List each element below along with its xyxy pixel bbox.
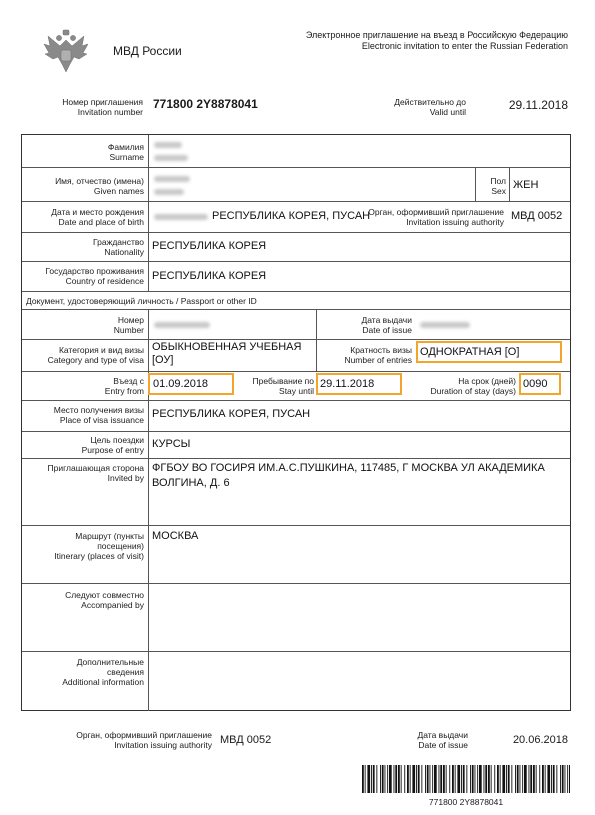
redacted-doc-issue-date — [420, 322, 470, 328]
barcode-bar — [439, 765, 440, 793]
barcode-bar — [410, 765, 411, 793]
redacted-birth-date — [154, 214, 208, 220]
column-divider — [316, 309, 317, 371]
barcode-bar — [539, 765, 540, 793]
nationality-value: РЕСПУБЛИКА КОРЕЯ — [152, 240, 267, 252]
redacted-surname — [154, 155, 188, 161]
column-divider — [148, 309, 149, 711]
row-divider — [22, 339, 570, 340]
footer-authority-label: Орган, оформивший приглашение Invitation issuing authority — [76, 730, 212, 750]
residence-label: Государство проживания Country of residence — [45, 266, 144, 286]
issuing-authority-value: МВД 0052 — [511, 210, 563, 222]
row-divider — [22, 371, 570, 372]
barcode-bar — [376, 765, 377, 793]
row-divider — [22, 261, 570, 262]
barcode-bar — [488, 765, 490, 793]
barcode-bar — [463, 765, 465, 793]
barcode-bar — [562, 765, 564, 793]
additional-info-label: Дополнительные сведения Additional information — [62, 657, 144, 687]
valid-until-value: 29.11.2018 — [508, 98, 568, 112]
footer-authority-value: МВД 0052 — [220, 734, 272, 746]
barcode-bar — [551, 765, 552, 793]
duration-label: На срок (дней) Duration of stay (days) — [430, 376, 516, 396]
double-headed-eagle-emblem — [40, 26, 92, 78]
entry-from-value: 01.09.2018 — [153, 378, 209, 390]
purpose-value: КУРСЫ — [152, 438, 191, 450]
column-divider — [509, 167, 510, 201]
footer-issue-date-label: Дата выдачи Date of issue — [417, 730, 468, 750]
barcode-bar — [466, 765, 467, 793]
barcode-bar — [389, 765, 392, 793]
row-divider — [22, 431, 570, 432]
barcode-bar — [430, 765, 431, 793]
barcode-bar — [547, 765, 550, 793]
barcode-bar — [536, 765, 537, 793]
barcode-bar — [508, 765, 510, 793]
row-divider — [22, 201, 570, 202]
row-divider — [22, 651, 570, 652]
barcode-bar — [421, 765, 422, 793]
redacted-surname — [154, 142, 182, 148]
barcode-bar — [494, 765, 495, 793]
barcode-bar — [404, 765, 405, 793]
barcode-bar — [502, 765, 505, 793]
birth-label: Дата и место рождения Date and place of birth — [51, 207, 144, 227]
row-divider — [22, 400, 570, 401]
row-divider — [22, 232, 570, 233]
doc-issue-date-label: Дата выдачи Date of issue — [361, 315, 412, 335]
row-divider — [22, 525, 570, 526]
issuing-authority-label: Орган, оформивший приглашение Invitation issuing authority — [368, 207, 504, 227]
purpose-label: Цель поездки Purpose of entry — [81, 435, 144, 455]
barcode-bar — [418, 765, 420, 793]
barcode-bar — [520, 765, 521, 793]
barcode-bar — [380, 765, 381, 793]
barcode-bar — [475, 765, 476, 793]
barcode-bar — [434, 765, 437, 793]
barcode-bar — [373, 765, 375, 793]
barcode-bar — [394, 765, 395, 793]
barcode-bar — [569, 765, 570, 793]
barcode-bar — [560, 765, 561, 793]
valid-until-label: Действительно до Valid until — [394, 97, 466, 117]
given-names-label: Имя, отчество (имена) Given names — [55, 176, 144, 196]
barcode-bar — [470, 765, 471, 793]
document-section-header: Документ, удостоверяющий личность / Passport or other ID — [26, 296, 257, 306]
stay-until-label: Пребывание по Stay until — [252, 376, 314, 396]
entries-value: ОДНОКРАТНАЯ [О] — [420, 346, 520, 358]
row-divider — [22, 309, 570, 310]
inviter-value: ФГБОУ ВО ГОСИРЯ ИМ.А.С.ПУШКИНА, 117485, Г МОСКВА УЛ АКАДЕМИКА ВОЛГИНА, Д. 6 — [152, 462, 545, 489]
barcode-bar — [427, 765, 429, 793]
barcode-bar — [457, 765, 460, 793]
barcode-bar — [452, 765, 454, 793]
barcode-bar — [545, 765, 546, 793]
row-divider — [22, 167, 570, 168]
barcode-bar — [556, 765, 557, 793]
redacted-doc-number — [154, 322, 210, 328]
doc-number-label: Номер Number — [113, 315, 144, 335]
birth-place-value: РЕСПУБЛИКА КОРЕЯ, ПУСАН — [212, 210, 371, 222]
visa-place-value: РЕСПУБЛИКА КОРЕЯ, ПУСАН — [152, 408, 311, 420]
barcode-bar — [529, 765, 530, 793]
surname-label: Фамилия Surname — [107, 142, 144, 162]
column-divider — [475, 167, 476, 201]
visa-category-label: Категория и вид визы Category and type of visa — [47, 345, 144, 365]
barcode-bar — [387, 765, 388, 793]
barcode-bar — [449, 765, 450, 793]
column-divider — [148, 135, 149, 291]
barcode-bar — [533, 765, 535, 793]
stay-until-value: 29.11.2018 — [320, 378, 375, 390]
barcode-bar — [515, 765, 516, 793]
barcode-bar — [401, 765, 402, 793]
ministry-name: МВД России — [113, 44, 182, 58]
accompanied-label: Следуют совместно Accompanied by — [65, 590, 144, 610]
entry-from-label: Въезд с Entry from — [104, 376, 144, 396]
barcode-bar — [542, 765, 544, 793]
row-divider — [22, 583, 570, 584]
duration-value: 0090 — [523, 378, 548, 390]
barcode-bar — [446, 765, 447, 793]
barcode-bar — [425, 765, 426, 793]
nationality-label: Гражданство Nationality — [93, 237, 144, 257]
barcode-bar — [440, 765, 442, 793]
sex-value: ЖЕН — [513, 179, 539, 191]
barcode-bar — [382, 765, 384, 793]
barcode-bar — [485, 765, 487, 793]
barcode-bar — [472, 765, 474, 793]
sex-label: Пол Sex — [490, 176, 506, 196]
barcode-bar — [479, 765, 482, 793]
barcode-bar — [362, 765, 364, 793]
title-ru: Электронное приглашение на въезд в Российскую Федерацию — [305, 30, 568, 40]
barcode-bar — [416, 765, 417, 793]
barcode-bar — [524, 765, 527, 793]
visa-place-label: Место получения визы Place of visa issuance — [53, 405, 144, 425]
barcode-bar — [497, 765, 499, 793]
redacted-given-names — [154, 176, 190, 182]
invitation-number-label: Номер приглашения Invitation number — [62, 97, 143, 117]
barcode-bar — [500, 765, 501, 793]
barcode-bar — [506, 765, 507, 793]
barcode-number: 771800 2Y8878041 — [428, 797, 504, 807]
barcode-bar — [477, 765, 478, 793]
barcode-bar — [385, 765, 386, 793]
invitation-form — [21, 134, 571, 711]
title-en: Electronic invitation to enter the Russian Federation — [361, 41, 568, 51]
barcode-bar — [371, 765, 372, 793]
barcode-bar — [567, 765, 568, 793]
barcode-bar — [395, 765, 397, 793]
redacted-given-names — [154, 189, 184, 195]
barcode-bar — [461, 765, 462, 793]
entries-label: Кратность визы Number of entries — [344, 345, 412, 365]
barcode-bar — [517, 765, 519, 793]
row-divider — [22, 458, 570, 459]
visa-category-value: ОБЫКНОВЕННАЯ УЧЕБНАЯ [ОУ] — [152, 341, 302, 366]
barcode-bar — [432, 765, 433, 793]
barcode-bar — [511, 765, 512, 793]
barcode-bar — [553, 765, 555, 793]
barcode-bar — [443, 765, 445, 793]
itinerary-label: Маршрут (пункты посещения) Itinerary (places of visit) — [54, 531, 144, 561]
barcode — [362, 765, 570, 793]
barcode-bar — [412, 765, 415, 793]
document-title — [306, 30, 568, 52]
barcode-bar — [367, 765, 370, 793]
barcode-bar — [491, 765, 492, 793]
barcode-bar — [565, 765, 566, 793]
barcode-bar — [398, 765, 400, 793]
barcode-bar — [522, 765, 523, 793]
row-divider — [22, 291, 570, 292]
footer-issue-date-value: 20.06.2018 — [512, 734, 568, 746]
invitation-number-value: 771800 2Y8878041 — [153, 97, 258, 111]
inviter-label: Приглашающая сторона Invited by — [47, 463, 144, 483]
barcode-bar — [484, 765, 485, 793]
itinerary-value: МОСКВА — [152, 530, 199, 542]
residence-value: РЕСПУБЛИКА КОРЕЯ — [152, 270, 267, 282]
barcode-bar — [530, 765, 532, 793]
barcode-bar — [365, 765, 366, 793]
barcode-bar — [407, 765, 409, 793]
barcode-bar — [455, 765, 456, 793]
